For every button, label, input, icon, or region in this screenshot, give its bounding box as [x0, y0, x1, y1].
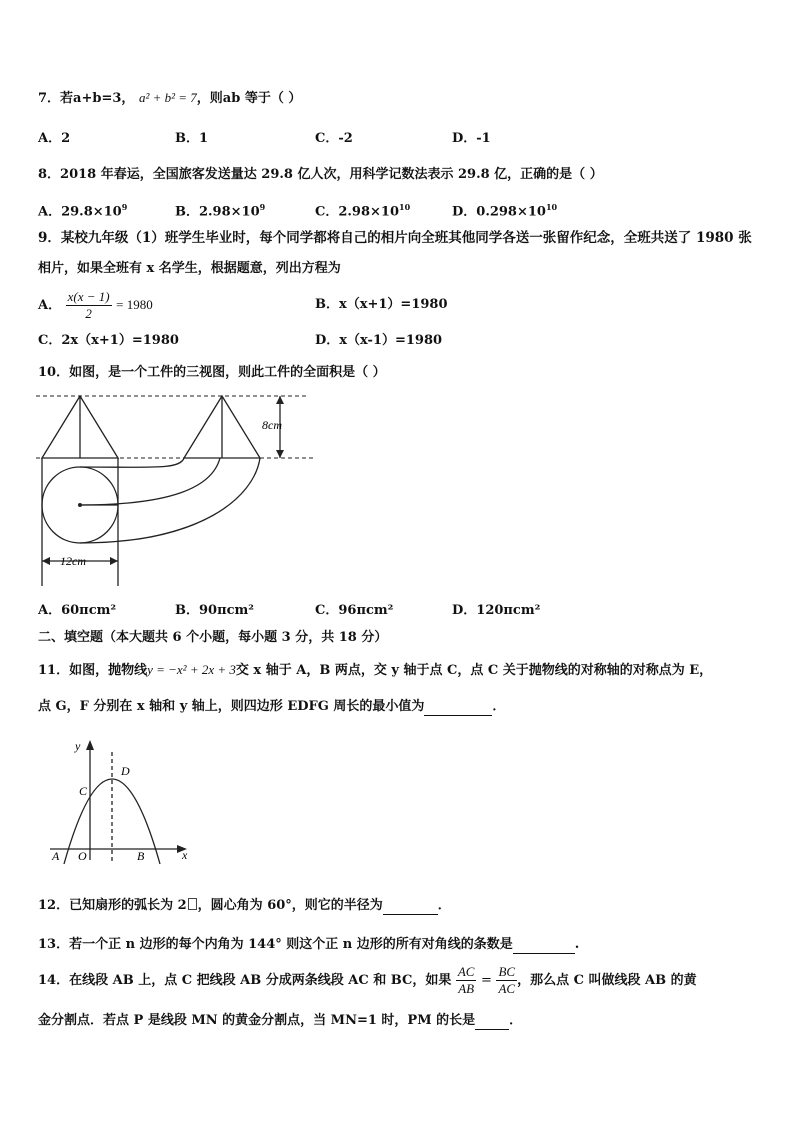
q7-option-c: C．-2: [315, 131, 353, 146]
origin-label: O: [78, 849, 87, 863]
q8-stem: 8．2018 年春运，全国旅客发送量达 29.8 亿人次，用科学记数法表示 29.8 亿，正确的是（ ）: [38, 167, 603, 182]
q9-option-a-fraction: $\frac{x(x - 1)}{2}$: [67, 289, 110, 321]
width-label: 12cm: [60, 554, 86, 568]
q10-option-c: C．96πcm²: [315, 603, 394, 618]
q11-parabola-graph: [45, 738, 205, 868]
q11-line2: 点 G，F 分别在 x 轴和 y 轴上，则四边形 EDFG 周长的最小值为 ．: [38, 699, 506, 714]
q9-line1: 9．某校九年级（1）班学生毕业时，每个同学都将自己的相片向全班其他同学各送一张留作纪念，全班共送了 1980 张: [38, 230, 752, 246]
q12-answer-blank: [383, 896, 438, 915]
q14-line1: 14．在线段 AB 上，点 C 把线段 AB 分成两条线段 AC 和 BC，如果 $\frac{AC}{AB}$ = $\frac{BC}{AC}$ ，那么点 C 叫做线段 AB 的黄: [38, 964, 697, 996]
q7-stem: [38, 89, 301, 108]
point-a-label: A: [52, 849, 60, 863]
x-axis-label: x: [182, 848, 188, 862]
q10-option-d: D．120πcm²: [452, 603, 541, 618]
q7-stem-a: 若a+b=3，: [60, 91, 135, 106]
q10-stem: 10．如图，是一个工件的三视图，则此工件的全面积是（ ）: [38, 365, 386, 380]
point-b-label: B: [137, 849, 145, 863]
q9-line2: 相片，如果全班有 x 名学生，根据题意，列出方程为: [38, 261, 341, 276]
q11-answer-blank: [424, 697, 492, 716]
q9-option-a: A． $\frac{x(x - 1)}{2}$ = 1980: [38, 289, 153, 321]
q14-fraction-bc-ac: $\frac{BC}{AC}$: [498, 964, 516, 996]
q11-formula: y = −x² + 2x + 3: [147, 662, 236, 677]
q13-stem: 13．若一个正 n 边形的每个内角为 144° 则这个正 n 边形的所有对角线的条数是 .: [38, 937, 580, 952]
q10-option-a: A．60πcm²: [38, 603, 117, 618]
q7-option-a: A．2: [38, 131, 71, 146]
q7-formula: a² + b² = 7: [138, 90, 197, 105]
q8-option-c: C．$2.98\times 10^{10}$: [315, 202, 411, 220]
q11-line1: 11．如图，抛物线y = −x² + 2x + 3交 x 轴于 A，B 两点，交 y 轴于点 C，点 C 关于抛物线的对称轴的对称点为 E，: [38, 662, 713, 678]
point-d-label: D: [121, 764, 130, 778]
q10-three-view-figure: [30, 388, 330, 598]
q8-option-d: D．$0.298\times 10^{10}$: [452, 202, 558, 220]
q7-number: 7．: [38, 91, 61, 106]
point-c-label: C: [79, 784, 88, 798]
q12-stem: 12．已知扇形的弧长为 2 ，圆心角为 60°，则它的半径为 ．: [38, 898, 451, 913]
q14-fraction-ac-ab: $\frac{AC}{AB}$: [457, 964, 475, 996]
q14-answer-blank: [475, 1011, 509, 1030]
height-label: 8cm: [262, 418, 282, 432]
q10-option-b: B．90πcm²: [175, 603, 254, 618]
y-axis-label: y: [75, 739, 81, 753]
q7-option-d: D．-1: [452, 131, 491, 146]
q9-option-d: D．x（x-1）=1980: [315, 333, 443, 348]
q14-line2: 金分割点．若点 P 是线段 MN 的黄金分割点，当 MN=1 时，PM 的长是 ．: [38, 1013, 523, 1028]
q8-option-a: A．$29.8\times 10^9$: [38, 202, 128, 220]
q9-option-b: B．x（x+1）=1980: [315, 297, 448, 312]
q13-answer-blank: [513, 935, 575, 954]
missing-glyph-box: [188, 898, 197, 910]
q9-option-c: C．2x（x+1）=1980: [38, 333, 179, 348]
q7-stem-b: ，则ab 等于（ ）: [196, 91, 302, 106]
q7-option-b: B．1: [175, 131, 209, 146]
section-2-title: 二、填空题（本大题共 6 个小题，每小题 3 分，共 18 分）: [38, 630, 388, 645]
q8-option-b: B．$2.98\times 10^9$: [175, 202, 266, 220]
